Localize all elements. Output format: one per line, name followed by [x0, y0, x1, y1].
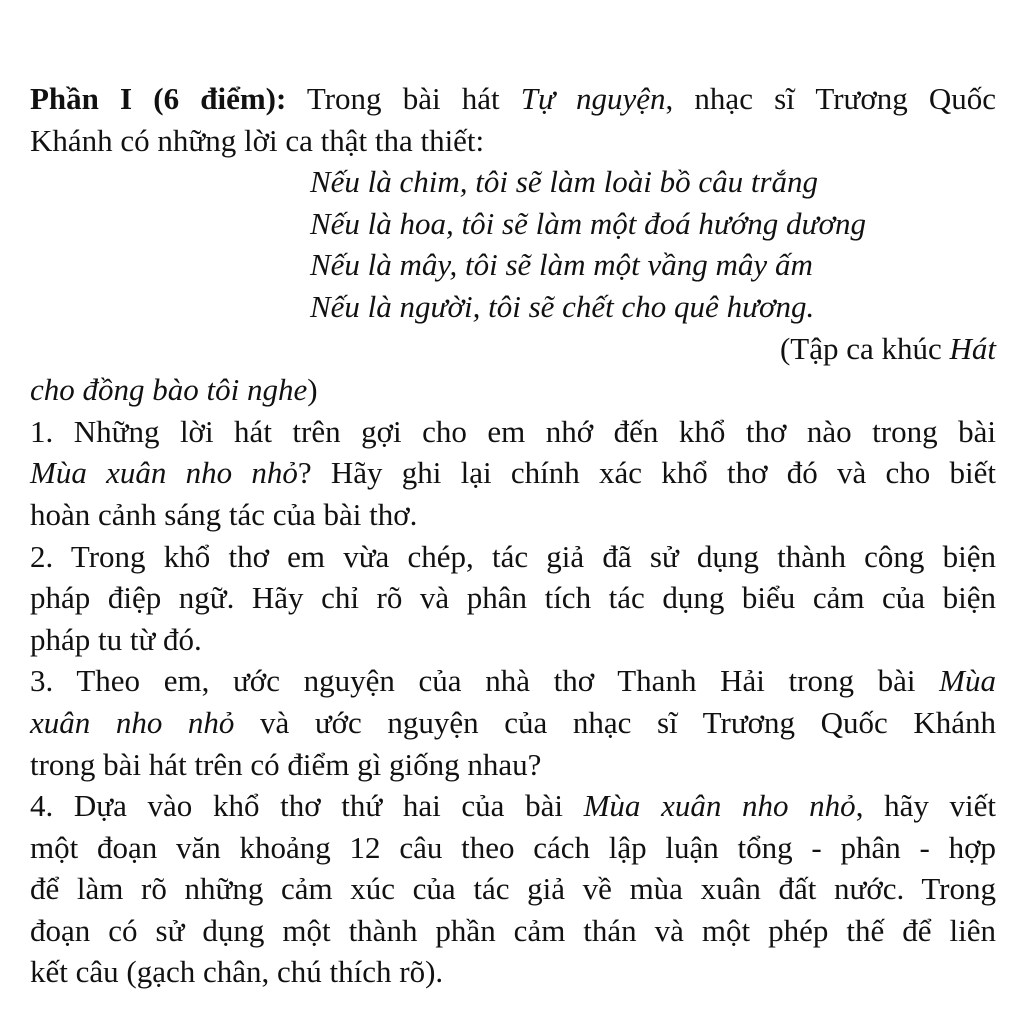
poem-line: Nếu là người, tôi sẽ chết cho quê hương.	[310, 288, 815, 324]
poem-line: Nếu là mây, tôi sẽ làm một vầng mây ấm	[310, 247, 813, 283]
song-title: Tự nguyện	[520, 81, 666, 116]
poem-line: Nếu là chim, tôi sẽ làm loài bồ câu trắng	[310, 164, 819, 200]
question-4-line-3: để làm rõ những cảm xúc của tác giả về mùa xuân đất nước. Trong	[30, 871, 996, 907]
question-1-line-1: 1. Những lời hát trên gợi cho em nhớ đến khổ thơ nào trong bài	[30, 413, 996, 449]
intro-line-1: Phần I (6 điểm): Trong bài hát Tự nguyện, nhạc sĩ Trương Quốc	[30, 81, 997, 116]
question-2-line-2: pháp điệp ngữ. Hãy chỉ rõ và phân tích tác dụng biểu cảm của biện	[30, 580, 996, 616]
question-4-line-2: một đoạn văn khoảng 12 câu theo cách lập luận tổng - phân - hợp	[30, 829, 996, 865]
section-heading: Phần I (6 điểm):	[30, 81, 287, 116]
question-4-line-1: 4. Dựa vào khổ thơ thứ hai của bài Mùa xuân nho nhỏ, hãy viết	[30, 788, 997, 824]
source-citation-line-1: (Tập ca khúc Hát	[779, 330, 996, 366]
question-3-line-2: xuân nho nhỏ và ước nguyện của nhạc sĩ Trương Quốc Khánh	[30, 704, 996, 740]
question-1-line-3: hoàn cảnh sáng tác của bài thơ.	[30, 496, 418, 532]
question-3-line-1: 3. Theo em, ước nguyện của nhà thơ Thanh Hải trong bài Mùa	[30, 663, 996, 699]
poem-excerpt	[30, 161, 996, 327]
question-1-line-2: Mùa xuân nho nhỏ? Hãy ghi lại chính xác khổ thơ đó và cho biết	[30, 455, 996, 491]
source-citation-line-2: cho đồng bào tôi nghe)	[30, 372, 318, 408]
intro-line-2: Khánh có những lời ca thật tha thiết:	[30, 122, 485, 158]
poem-line: Nếu là hoa, tôi sẽ làm một đoá hướng dương	[310, 205, 867, 241]
question-2-line-3: pháp tu từ đó.	[30, 621, 202, 657]
question-3-line-3: trong bài hát trên có điểm gì giống nhau?	[30, 746, 542, 782]
question-4-line-4: đoạn có sử dụng một thành phần cảm thán và một phép thế để liên	[30, 912, 996, 948]
exam-document	[30, 78, 996, 993]
question-2-line-1: 2. Trong khổ thơ em vừa chép, tác giả đã sử dụng thành công biện	[30, 538, 996, 574]
question-4-line-5: kết câu (gạch chân, chú thích rõ).	[30, 954, 444, 990]
